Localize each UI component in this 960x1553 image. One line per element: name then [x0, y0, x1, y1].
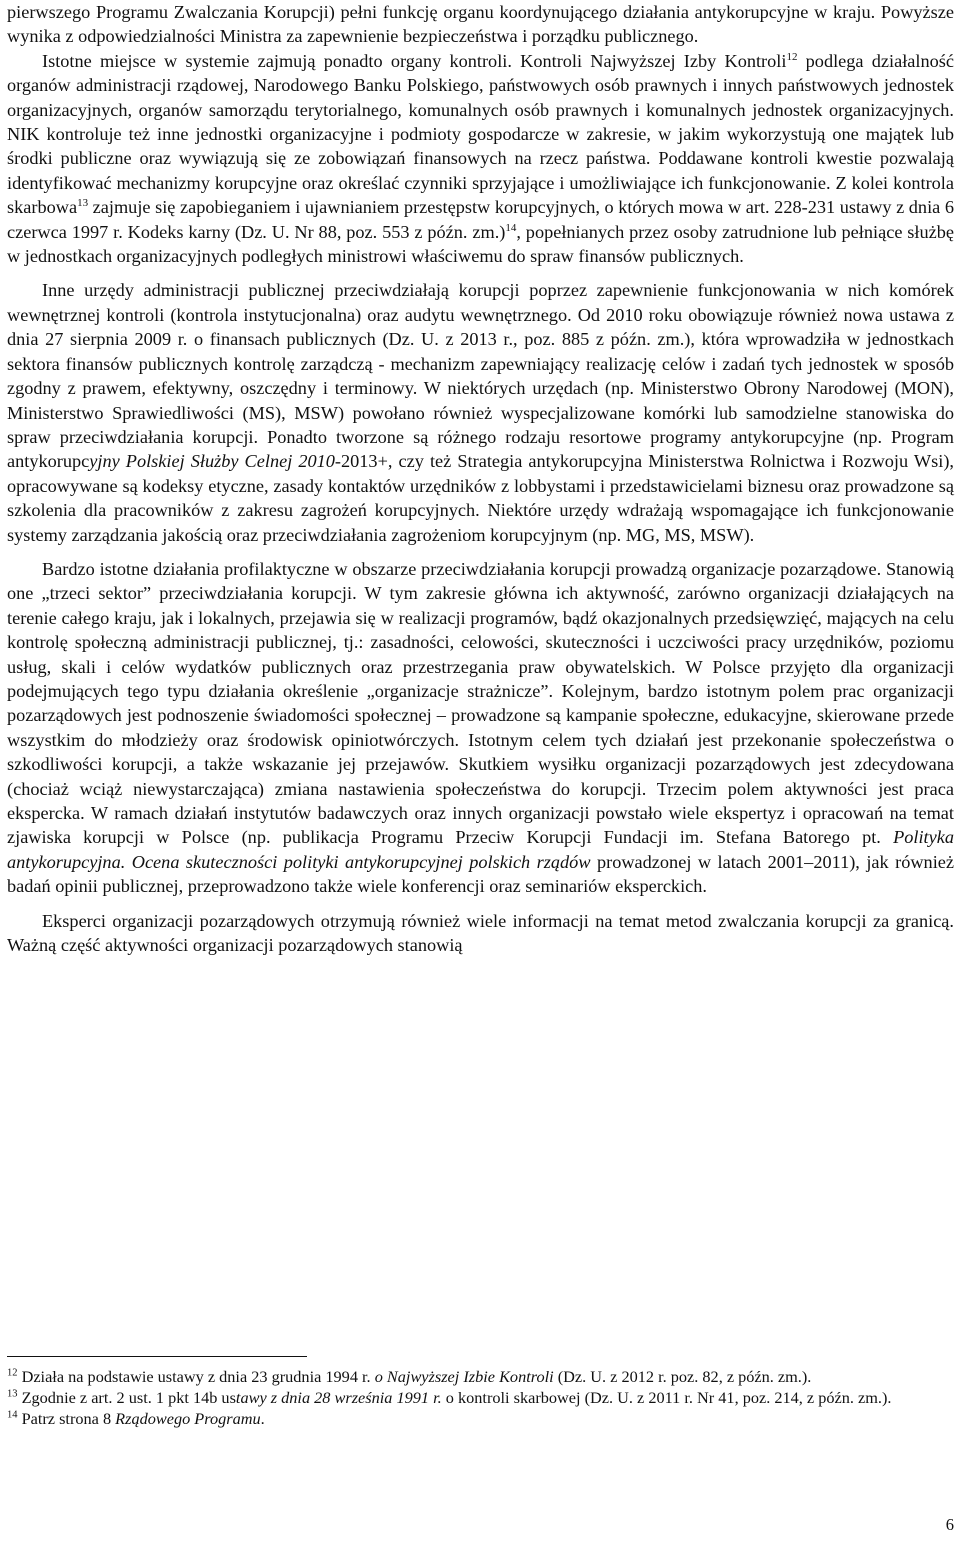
- paragraph-text: zajmuje się zapobieganiem i ujawnianiem przestępstw korupcyjnych, o których mowa w art. 228-231 ustawy z dnia 6 czerwca 1997 r. Kodeks karny (Dz. U. Nr 88, poz. 553 z późn. zm.): [7, 197, 954, 242]
- footnote-text: Działa na podstawie ustawy z dnia 23 grudnia 1994 r.: [17, 1367, 375, 1386]
- paragraph-text: , popełnianych przez osoby zatrudnione lub pełniące służbę w jednostkach organizacyjnych podległych ministrowi właściwemu do spraw finansów publicznych.: [7, 221, 955, 267]
- page-number: 6: [945, 1515, 954, 1534]
- footnote-14: [7, 1408, 954, 1429]
- paragraph-2: [7, 49, 954, 269]
- paragraph-text: Istotne miejsce w systemie zajmują ponadto organy kontroli. Kontroli Najwyższej Izby Kontroli: [42, 50, 787, 71]
- footnote-number: 13: [7, 1388, 18, 1400]
- footnote-separator: [7, 1356, 307, 1357]
- footnotes: [7, 1366, 954, 1429]
- footnote-text: .: [260, 1409, 265, 1428]
- footnote-text: Patrz strona 8: [17, 1409, 116, 1428]
- footnote-13: [7, 1387, 954, 1408]
- paragraph-text: prowadzonej w latach 2001–2011), jak również badań opinii publicznej, przeprowadzono także wiele konferencji oraz seminariów eksperckich.: [7, 851, 955, 897]
- paragraph-text: Eksperci organizacji pozarządowych otrzymują również wiele informacji na temat metod zwalczania korupcji za granicą. Ważną część aktywności organizacji pozarządowych stanowią: [7, 910, 954, 956]
- footnote-ref-14[interactable]: 14: [505, 221, 517, 234]
- footnote-number: 14: [7, 1409, 18, 1421]
- footnote-text: (Dz. U. z 2012 r. poz. 82, z późn. zm.).: [553, 1367, 812, 1386]
- italic-publication-title: Polityka antykorupcyjna. Ocena skuteczności polityki antykorupcyjnej polskich rządów: [7, 827, 954, 872]
- paragraph-text: Bardzo istotne działania profilaktyczne w obszarze przeciwdziałania korupcji prowadzą organizacje pozarządowe. Stanowią one „trzeci sektor” przeciwdziałania korupcji. W tym zakresie główna ich aktywność, zarówno organizacji działających na terenie całego kraju, jak i lokalnych, przejawia się w realizacji programów, bądź okazjonalnych przedsięwzięć, mających na celu kontrolę społeczną administracji publicznej, tj.: zasadności, celowości, skuteczności i uczciwości pracy urzędników, poziomu usług, skali i celów wydatków publicznych oraz przestrzegania praw obywatelskich. W Polsce przyjęto dla organizacji podejmujących tego typu działania określenie „organizacje strażnicze”. Kolejnym, bardzo istotnym polem prac organizacji pozarządowych jest podnoszenie świadomości społecznej – prowadzone są kampanie społeczne, edukacyjne, skierowane przede wszystkim do młodzieży oraz środowisk opiniotwórczych. Istotnym celem tych działań jest przekonanie społeczeństwa o szkodliwości korupcji, a także wskazanie jej przejawów. Skutkiem wysiłku organizacji pozarządowych jest zdecydowana (chociaż wciąż niewystarczająca) zmiana nastawienia społeczeństwa do korupcji. Trzecim polem aktywności jest praca ekspercka. W ramach działań instytutów badawczych oraz innych organizacji powstało wiele ekspertyz i opracowań na temat zjawiska korupcji w Polsce (np. publikacja Programu Przeciw Korupcji Fundacji im. Stefana Batorego pt.: [7, 558, 954, 848]
- paragraph-text: pierwszego Programu Zwalczania Korupcji) pełni funkcję organu koordynującego działania antykorupcyjne w kraju. Powyższe wynika z odpowiedzialności Ministra za zapewnienie bezpieczeństwa i porządku publicznego.: [7, 2, 954, 47]
- footnote-number: 12: [7, 1367, 18, 1379]
- footnote-italic: o Najwyższej Izbie Kontroli: [374, 1367, 554, 1386]
- footnote-italic: Rządowego Programu: [115, 1409, 261, 1428]
- footnote-text: o kontroli skarbowej (Dz. U. z 2011 r. Nr 41, poz. 214, z późn. zm.).: [441, 1388, 892, 1407]
- paragraph-4: [7, 557, 954, 899]
- document-page: [7, 0, 954, 957]
- footnote-text: Zgodnie z art. 2 ust. 1 pkt 14b us: [17, 1388, 236, 1407]
- footnote-ref-12[interactable]: 12: [786, 50, 798, 63]
- paragraph-text: Inne urzędy administracji publicznej przeciwdziałają korupcji poprzez zapewnienie funkcjonowania w nich komórek wewnętrznej kontroli (kontrola instytucjonalna) oraz audytu wewnętrznego. Od 2010 roku obowiązuje również nowa ustawa z dnia 27 sierpnia 2009 r. o finansach publicznych (Dz. U. z 2013 r., poz. 885 z późn. zm.), która wprowadziła w jednostkach sektora finansów publicznych kontrolę zarządczą - mechanizm zapewniający realizację celów i zadań tych jednostek w sposób zgodny z prawem, efektywny, oszczędny i terminowy. W niektórych urzędach (np. Ministerstwo Obrony Narodowej (MON), Ministerstwo Sprawiedliwości (MS), MSW) powołano również wyspecjalizowane komórki lub samodzielne stanowiska do spraw przeciwdziałania korupcji. Ponadto tworzone są różnego rodzaju resortowe programy antykorupcyjne (np. Program antykorupc: [7, 280, 954, 472]
- footnote-12: [7, 1366, 954, 1387]
- italic-program-title: yjny Polskiej Służby Celnej 2010: [89, 451, 335, 472]
- paragraph-1: [7, 0, 954, 49]
- paragraph-text: -2013+, czy też Strategia antykorupcyjna Ministerstwa Rolnictwa i Rozwoju Wsi), opracowywane są kodeksy etyczne, zasady kontaktów urzędników z lobbystami i przedstawicielami biznesu oraz prowadzone są szkolenia dla pracowników z zakresu zagrożeń korupcyjnych. Niektóre urzędy wdrażają wspomagające ich funkcjonowanie systemy zarządzania jakością oraz przeciwdziałania zagrożeniom korupcyjnym (np. MG, MS, MSW).: [7, 451, 954, 545]
- footnote-italic: tawy z dnia 28 września 1991 r.: [235, 1388, 442, 1407]
- paragraph-5: [7, 909, 954, 958]
- paragraph-3: [7, 278, 954, 546]
- paragraph-text: podlega działalność organów administracji rządowej, Narodowego Banku Polskiego, państwowych osób prawnych i innych państwowych jednostek organizacyjnych, organów samorządu terytorialnego, komunalnych osób prawnych i komunalnych jednostek organizacyjnych. NIK kontroluje też inne jednostki organizacyjne i podmioty gospodarcze w zakresie, w jakim wykorzystują one majątek lub środki publiczne oraz wywiązują się ze zobowiązań finansowych na rzecz państwa. Poddawane kontroli kwestie pozwalają identyfikować mechanizmy korupcyjne oraz określać czynniki sprzyjające i umożliwiające ich funkcjonowanie. Z kolei kontrola skarbowa: [7, 50, 954, 218]
- footnote-ref-13[interactable]: 13: [77, 197, 89, 210]
